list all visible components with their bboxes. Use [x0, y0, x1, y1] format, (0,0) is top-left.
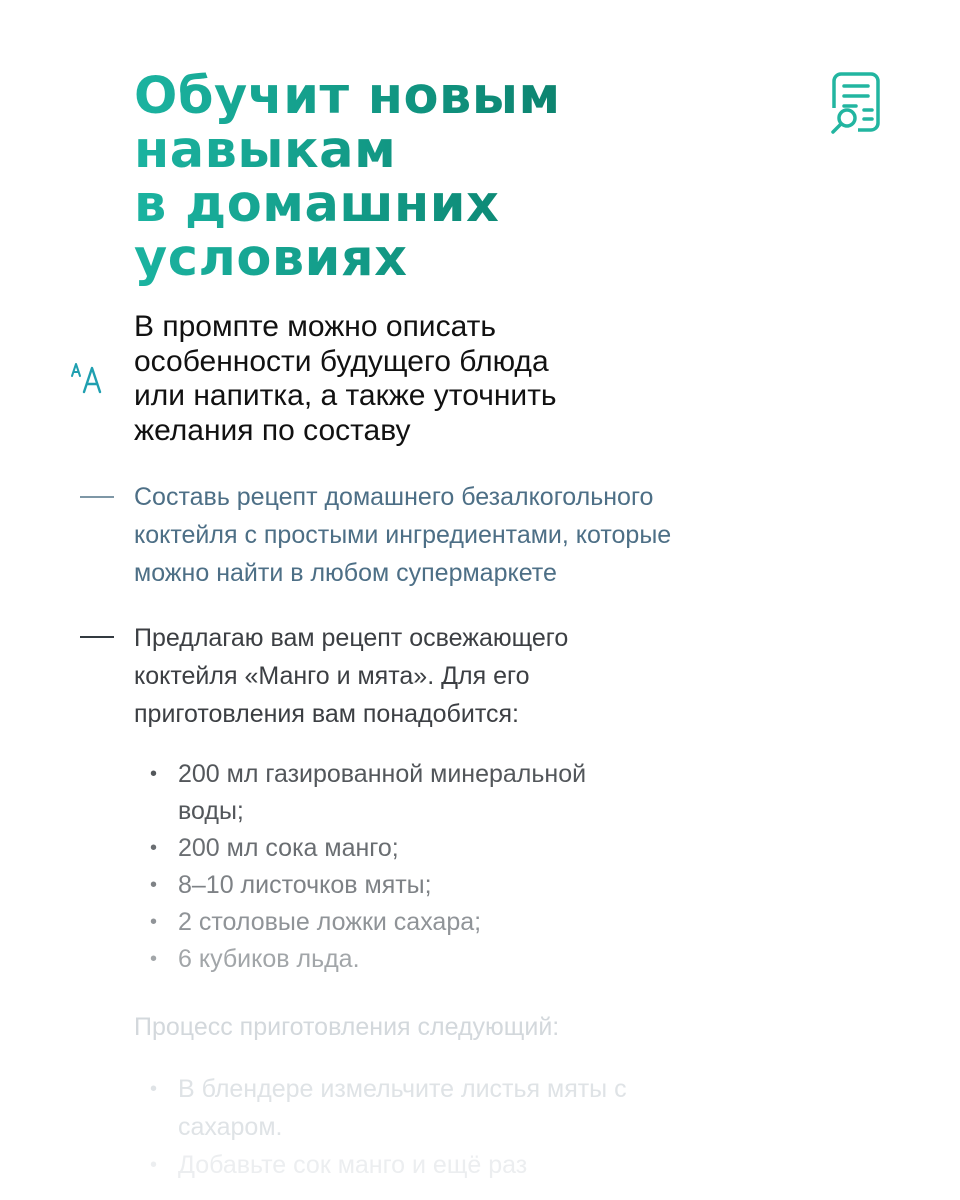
list-item-text: • 6 кубиков льда. — [178, 945, 360, 973]
response-dash — [80, 636, 114, 638]
prompt-line: или напитка, а также уточнить — [134, 379, 557, 412]
list-item-text: воды; — [178, 797, 244, 825]
list-item — [150, 830, 770, 867]
title-line: условиях — [134, 229, 408, 288]
list-item — [150, 756, 770, 830]
response-line: коктейля «Манго и мята». Для его — [134, 662, 530, 690]
title-line: в домашних — [134, 175, 500, 234]
ingredient-list — [150, 756, 770, 978]
document-search-icon — [828, 70, 884, 134]
list-item-text: • 200 мл сока манго; — [178, 834, 399, 862]
list-item — [150, 904, 770, 941]
list-item-text: • 8–10 листочков мяты; — [178, 871, 432, 899]
list-item-text: • 2 столовые ложки сахара; — [178, 908, 482, 936]
response-line: приготовления вам понадобится: — [134, 700, 519, 728]
list-item-text: • Добавьте сок манго и ещё раз — [178, 1151, 528, 1179]
user-request — [134, 478, 854, 592]
prompt-line: желания по составу — [134, 413, 411, 447]
prompt-line: особенности будущего блюда — [134, 344, 549, 378]
text-size-icon — [70, 360, 110, 396]
title-line: навыкам — [134, 121, 397, 180]
list-item-text: • 200 мл газированной минеральной — [178, 760, 587, 788]
request-line: Составь рецепт домашнего безалкогольного — [134, 483, 654, 511]
list-item — [150, 941, 770, 978]
list-item — [150, 1146, 770, 1184]
page-title — [134, 67, 774, 288]
assistant-response-intro — [134, 619, 854, 733]
response-line: Предлагаю вам рецепт освежающего — [134, 624, 569, 652]
steps-list — [150, 1070, 770, 1184]
list-item — [150, 1070, 770, 1146]
list-item-text: • В блендере измельчите листья мяты с — [178, 1075, 627, 1103]
list-item — [150, 867, 770, 904]
request-line: можно найти в любом супермаркете — [134, 559, 557, 587]
process-heading: Процесс приготовления следующий: — [134, 1013, 560, 1041]
request-dash — [80, 496, 114, 498]
prompt-description — [134, 310, 734, 448]
title-line: Обучит новым — [134, 67, 561, 126]
request-line: коктейля с простыми ингредиентами, которые — [134, 521, 672, 549]
prompt-line: В промпте можно описать — [134, 310, 496, 343]
list-item-text: сахаром. — [178, 1113, 283, 1141]
